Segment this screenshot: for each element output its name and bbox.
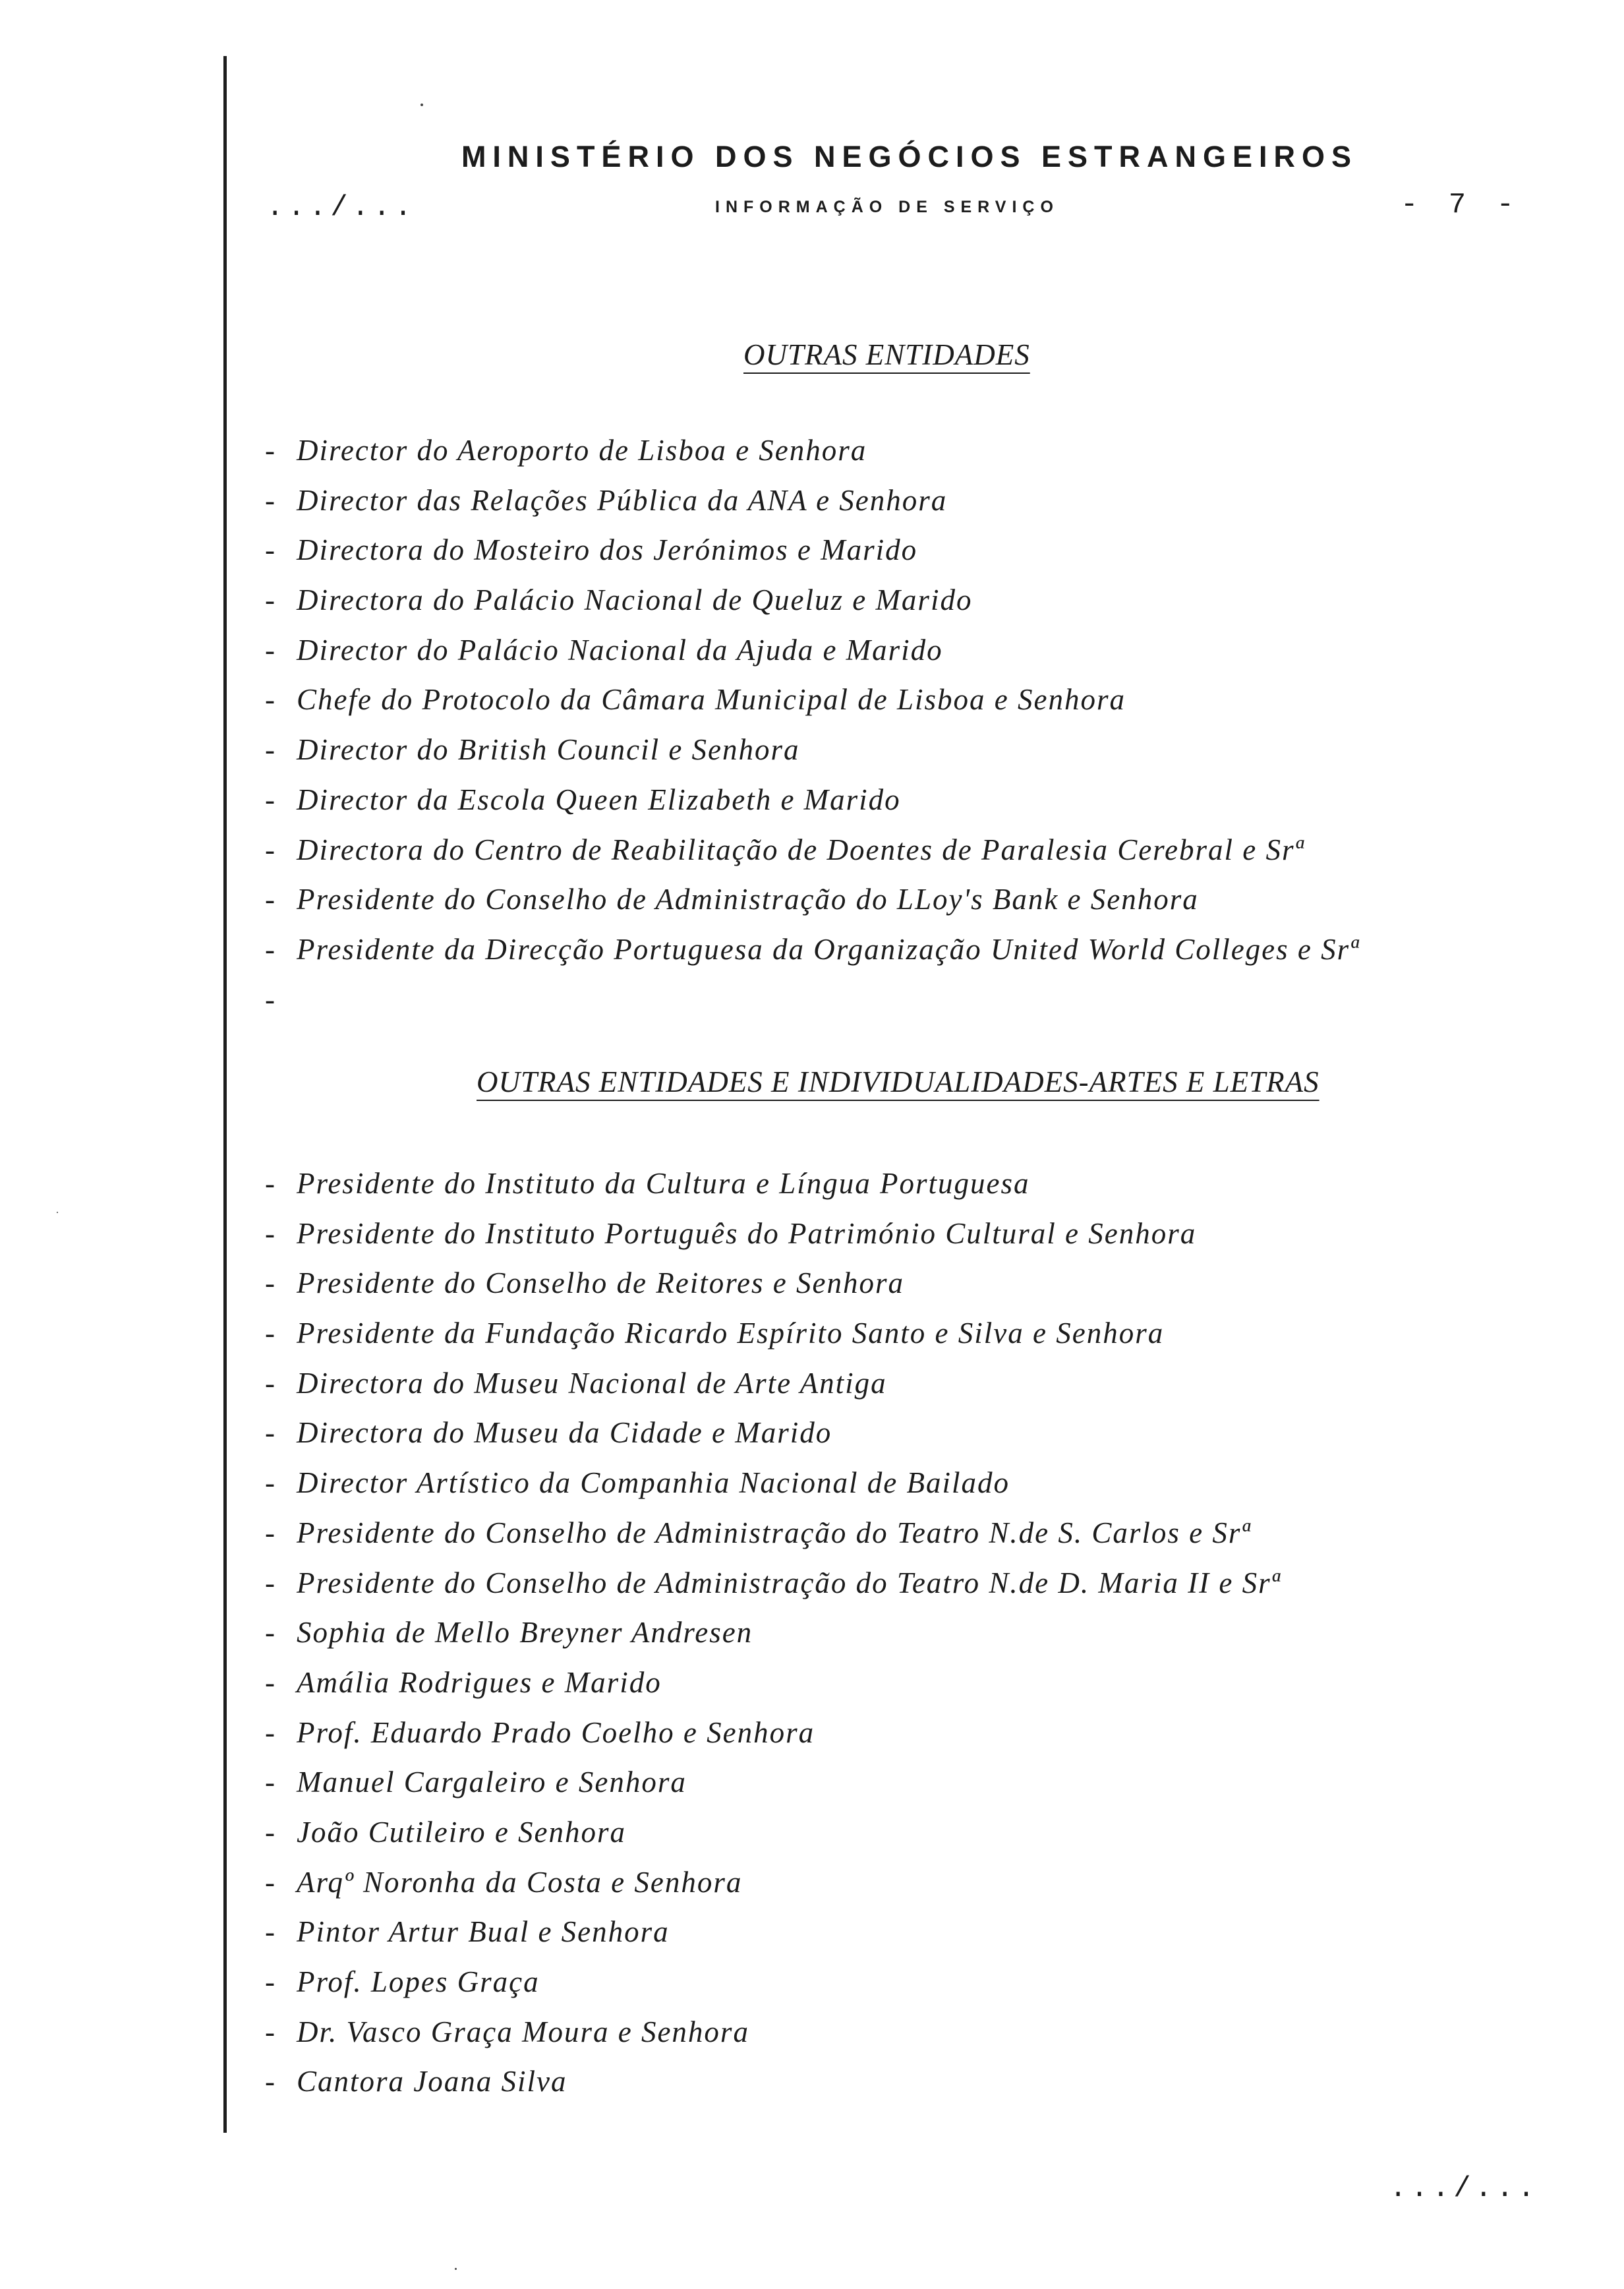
list-dash: -: [265, 1715, 276, 1749]
list-item: [265, 1716, 1281, 1766]
list-item: [265, 783, 1360, 833]
list-dash: -: [265, 1616, 276, 1650]
list-dash: -: [265, 1965, 276, 1998]
entry-text: Dr. Vasco Graça Moura e Senhora: [297, 2015, 749, 2048]
service-subheading: INFORMAÇÃO DE SERVIÇO: [715, 198, 1059, 216]
list-dash: -: [265, 1366, 276, 1400]
entry-text: Manuel Cargaleiro e Senhora: [297, 1766, 687, 1799]
list-item: [265, 1766, 1281, 1816]
entry-text: Director do Palácio Nacional da Ajuda e Marido: [297, 633, 943, 667]
entry-text: Director da Escola Queen Elizabeth e Marido: [297, 783, 901, 816]
entry-text: Sophia de Mello Breyner Andresen: [297, 1616, 753, 1650]
list-item: [265, 1866, 1281, 1916]
entry-text: Presidente do Conselho de Administração do LLoy's Bank e Senhora: [297, 883, 1199, 916]
list-dash: -: [265, 2065, 276, 2098]
entry-text: Pintor Artur Bual e Senhora: [297, 1915, 670, 1949]
list-item: [265, 1666, 1281, 1716]
list-item: [265, 634, 1360, 684]
entry-text: Presidente do Instituto da Cultura e Língua Portuguesa: [297, 1167, 1030, 1200]
entry-text: Director do British Council e Senhora: [297, 733, 800, 767]
list-dash: -: [265, 1566, 276, 1599]
list-item: [265, 484, 1360, 534]
list-dash: -: [265, 683, 276, 717]
list-dash: -: [265, 434, 276, 467]
list-dash: -: [265, 1516, 276, 1549]
entry-text: Cantora Joana Silva: [297, 2065, 567, 2098]
list-dash: -: [265, 1865, 276, 1899]
entry-text: Directora do Centro de Reabilitação de Doentes de Paralesia Cerebral e Srª: [297, 833, 1304, 866]
entry-text: Director do Aeroporto de Lisboa e Senhora: [297, 434, 867, 467]
left-margin-line: [223, 56, 227, 2133]
entry-text: Presidente do Conselho de Administração do Teatro N.de D. Maria II e Srª: [297, 1566, 1281, 1599]
list-item: [265, 733, 1360, 783]
list-dash: -: [265, 1466, 276, 1500]
list-item: [265, 2065, 1281, 2115]
list-item: [265, 1466, 1281, 1516]
page-number: - 7 -: [1401, 189, 1521, 222]
list-item: [265, 1915, 1281, 1965]
list-item: [265, 1416, 1281, 1466]
list-item: [265, 1566, 1281, 1617]
list-dash: -: [265, 932, 276, 966]
list-dash: -: [265, 883, 276, 916]
list-item: [265, 983, 1360, 1033]
list-item: [265, 2015, 1281, 2066]
entry-text: Directora do Museu da Cidade e Marido: [297, 1416, 832, 1450]
entry-text: João Cutileiro e Senhora: [297, 1815, 627, 1849]
speck: [420, 104, 423, 106]
list-dash: -: [265, 733, 276, 767]
list-dash: -: [265, 1266, 276, 1300]
entry-text: Prof. Lopes Graça: [297, 1965, 540, 1998]
section-title-outras-entidades: OUTRAS ENTIDADES: [743, 338, 1030, 371]
entity-list-outras-entidades: [265, 434, 1360, 1032]
entry-text: Amália Rodrigues e Marido: [297, 1665, 662, 1699]
entry-text: Presidente do Instituto Português do Património Cultural e Senhora: [297, 1216, 1197, 1250]
list-dash: -: [265, 1416, 276, 1450]
list-item: [265, 533, 1360, 583]
ministry-heading: MINISTÉRIO DOS NEGÓCIOS ESTRANGEIROS: [461, 140, 1358, 173]
list-item: [265, 434, 1360, 484]
list-dash: -: [265, 583, 276, 617]
list-item: [265, 683, 1360, 733]
list-item: [265, 1516, 1281, 1566]
entry-text: Presidente do Conselho de Reitores e Senhora: [297, 1266, 904, 1300]
list-dash: -: [265, 483, 276, 517]
entry-text: Directora do Palácio Nacional de Queluz e Marido: [297, 583, 973, 617]
list-dash: -: [265, 1317, 276, 1350]
list-item: [265, 1616, 1281, 1666]
list-dash: -: [265, 1815, 276, 1849]
entry-text: Chefe do Protocolo da Câmara Municipal de Lisboa e Senhora: [297, 683, 1126, 717]
entry-text: Directora do Mosteiro dos Jerónimos e Marido: [297, 533, 918, 567]
list-item: [265, 1816, 1281, 1866]
entry-text: Directora do Museu Nacional de Arte Antiga: [297, 1366, 887, 1400]
list-item: [265, 933, 1360, 983]
list-dash: -: [265, 1915, 276, 1949]
list-item: [265, 883, 1360, 933]
section-title-artes-e-letras: OUTRAS ENTIDADES E INDIVIDUALIDADES-ARTES E LETRAS: [477, 1065, 1320, 1098]
list-item: [265, 833, 1360, 883]
list-dash: -: [265, 1665, 276, 1699]
list-dash: -: [265, 1216, 276, 1250]
list-item: [265, 583, 1360, 634]
list-dash: -: [265, 633, 276, 667]
entry-text: Presidente da Fundação Ricardo Espírito Santo e Silva e Senhora: [297, 1317, 1165, 1350]
speck: [57, 1212, 58, 1213]
continuation-marker-top: .../...: [266, 191, 416, 224]
entity-list-artes-e-letras: [265, 1167, 1281, 2115]
list-dash: -: [265, 2015, 276, 2048]
entry-text: Director das Relações Pública da ANA e Senhora: [297, 483, 948, 517]
list-item: [265, 1167, 1281, 1217]
entry-text: Director Artístico da Companhia Nacional de Bailado: [297, 1466, 1010, 1500]
speck: [455, 2268, 457, 2270]
list-item: [265, 1367, 1281, 1417]
entry-text: Presidente do Conselho de Administração do Teatro N.de S. Carlos e Srª: [297, 1516, 1251, 1549]
list-item: [265, 1965, 1281, 2015]
entry-text: Arqº Noronha da Costa e Senhora: [297, 1865, 743, 1899]
entry-text: Prof. Eduardo Prado Coelho e Senhora: [297, 1715, 815, 1749]
continuation-marker-bottom: .../...: [1389, 2172, 1539, 2205]
list-item: [265, 1317, 1281, 1367]
list-dash: -: [265, 783, 276, 816]
list-dash: -: [265, 982, 276, 1016]
list-dash: -: [265, 833, 276, 866]
list-dash: -: [265, 533, 276, 567]
list-item: [265, 1266, 1281, 1317]
list-dash: -: [265, 1167, 276, 1200]
list-item: [265, 1217, 1281, 1267]
list-dash: -: [265, 1766, 276, 1799]
entry-text: Presidente da Direcção Portuguesa da Organização United World Colleges e Srª: [297, 932, 1360, 966]
